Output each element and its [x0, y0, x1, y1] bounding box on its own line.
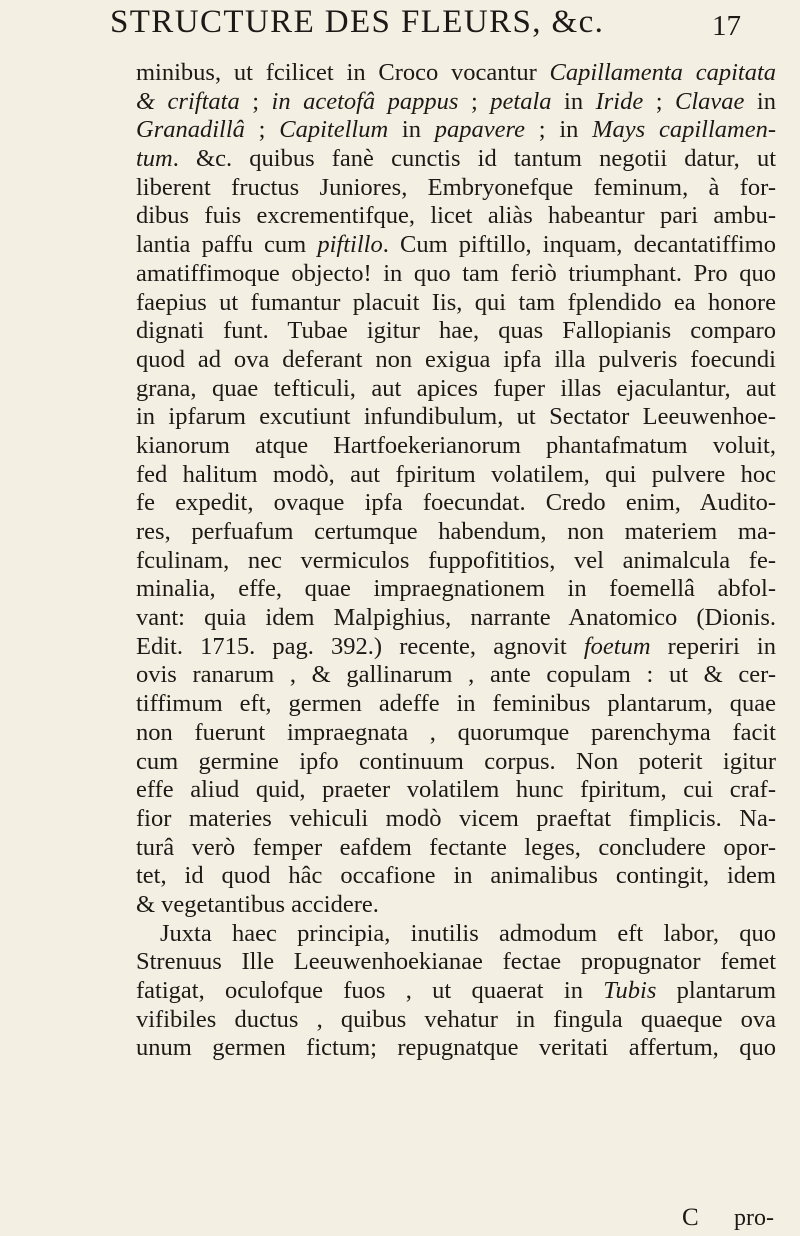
text-segment: dibus fuis excrementifque, licet aliàs habeantur pari ambu-	[136, 202, 776, 230]
text-segment: in	[551, 87, 596, 115]
text-segment: ;	[239, 87, 272, 115]
text-segment: minalia, effe, quae impraegnationem in foemellâ abfol-	[136, 575, 776, 603]
text-line	[136, 289, 776, 318]
text-line	[136, 432, 776, 461]
italic-text: Tubis	[603, 977, 657, 1004]
text-line	[136, 633, 776, 662]
signature-mark: C	[682, 1204, 699, 1231]
text-segment: fed halitum modò, aut fpiritum volatilem, qui pulvere hoc	[136, 460, 776, 488]
page-number: 17	[712, 10, 741, 42]
text-line	[136, 231, 776, 260]
text-segment: fculinam, nec vermiculos fuppofititios, vel animalcula fe-	[136, 546, 776, 574]
text-line	[136, 920, 776, 949]
italic-text: Granadillâ	[136, 116, 245, 144]
text-segment: res, perfuafum certumque habendum, non materiem ma-	[136, 518, 776, 545]
text-segment: ovis ranarum , & gallinarum , ante copulam : ut & cer-	[136, 661, 776, 689]
text-segment: ;	[643, 87, 676, 115]
text-line	[136, 88, 776, 117]
text-segment: minibus, ut fcilicet in Croco vocantur	[136, 59, 550, 86]
text-line	[136, 604, 776, 633]
text-segment: kianorum atque Hartfoekerianorum phantafmatum voluit,	[136, 431, 776, 459]
text-segment: tet, id quod hâc occafione in animalibus contingit, idem	[136, 862, 776, 890]
text-segment: in ipfarum excutiunt infundibulum, ut Sectator Leeuwenhoe-	[136, 403, 776, 431]
text-line	[136, 317, 776, 346]
text-segment: turâ verò femper eafdem fectante leges, concludere opor-	[136, 833, 776, 861]
text-segment: ;	[458, 87, 491, 115]
text-line	[136, 1006, 776, 1035]
text-segment: fatigat, oculofque fuos , ut quaerat in	[136, 977, 604, 1004]
text-segment: fe expedit, ovaque ipfa foecundat. Credo enim, Audito-	[136, 489, 776, 517]
text-line	[136, 145, 776, 174]
italic-text: Capitellum	[279, 116, 389, 144]
italic-text: foetum	[583, 632, 651, 660]
text-line	[136, 1034, 776, 1063]
text-line	[136, 948, 776, 977]
text-segment: in	[388, 116, 435, 144]
text-segment: . &c. quibus fanè cunctis id tantum negotii datur, ut	[172, 145, 776, 173]
text-line	[136, 174, 776, 203]
text-line	[136, 834, 776, 863]
text-segment: vant: quia idem Malpighius, narrante Anatomico (Dionis.	[136, 604, 776, 632]
text-line	[136, 748, 776, 777]
italic-text: Clavae	[675, 87, 745, 115]
italic-text: papavere	[434, 116, 525, 144]
text-line	[136, 518, 776, 547]
text-segment: liberent fructus Juniores, Embryonefque feminum, à for-	[136, 173, 776, 201]
italic-text: petala	[490, 87, 552, 115]
text-segment: grana, quae tefticuli, aut apices fuper illas ejaculantur, aut	[136, 374, 776, 402]
italic-text: Iride	[595, 87, 644, 115]
text-segment: effe aliud quid, praeter volatilem hunc fpiritum, cui craf-	[136, 776, 776, 804]
italic-text: Mays capillamen-	[592, 116, 776, 144]
text-line	[136, 489, 776, 518]
text-line	[136, 260, 776, 289]
text-segment: tiffimum eft, germen adeffe in feminibus plantarum, quae	[136, 690, 776, 718]
text-segment: . Cum piftillo, inquam, decantatiffimo	[382, 231, 776, 259]
text-line	[136, 661, 776, 690]
text-segment: cum germine ipfo continuum corpus. Non poterit igitur	[136, 747, 776, 775]
text-segment: ;	[244, 116, 280, 144]
text-line	[136, 977, 776, 1006]
text-line	[136, 690, 776, 719]
text-segment: ; in	[524, 116, 593, 144]
text-segment: & vegetantibus accidere.	[136, 890, 379, 918]
text-segment: in	[744, 87, 776, 115]
text-line	[136, 461, 776, 490]
running-head: STRUCTURE DES FLEURS, &c.	[110, 4, 605, 40]
text-segment: Strenuus Ille Leeuwenhoekianae fectae propugnator femet	[136, 948, 776, 976]
italic-text: & criftata	[136, 87, 240, 115]
text-line	[136, 547, 776, 576]
catchword: pro-	[734, 1205, 774, 1231]
text-line	[136, 346, 776, 375]
italic-text: tum	[136, 145, 173, 173]
body-text	[136, 59, 776, 1063]
text-segment: dignati funt. Tubae igitur hae, quas Fallopianis comparo	[136, 317, 776, 345]
italic-text: piftillo	[317, 231, 383, 259]
text-segment: fior materies vehiculi modò vicem praeftat fimplicis. Na-	[136, 804, 776, 832]
text-line	[136, 59, 776, 88]
text-segment: reperiri in	[650, 632, 776, 660]
text-line	[136, 776, 776, 805]
text-segment: quod ad ova deferant non exigua ipfa illa pulveris foecundi	[136, 345, 776, 373]
text-segment: Edit. 1715. pag. 392.) recente, agnovit	[136, 632, 584, 660]
text-segment: unum germen fictum; repugnatque veritati affertum, quo	[136, 1034, 776, 1062]
text-line	[136, 116, 776, 145]
text-segment: vifibiles ductus , quibus vehatur in fingula quaeque ova	[136, 1005, 776, 1033]
text-line	[136, 862, 776, 891]
text-line	[136, 403, 776, 432]
text-segment: amatiffimoque objecto! in quo tam feriò triumphant. Pro quo	[136, 259, 776, 287]
text-line	[136, 719, 776, 748]
text-line	[136, 891, 776, 920]
text-segment: plantarum	[656, 977, 776, 1004]
text-segment: faepius ut fumantur placuit Iis, qui tam fplendido ea honore	[136, 288, 776, 316]
text-segment: Juxta haec principia, inutilis admodum eft labor, quo	[160, 919, 776, 947]
italic-text: Capillamenta capitata	[549, 59, 776, 86]
text-segment: lantia paffu cum	[136, 231, 318, 259]
text-line	[136, 375, 776, 404]
text-line	[136, 202, 776, 231]
text-line	[136, 575, 776, 604]
text-segment: non fuerunt impraegnata , quorumque parenchyma facit	[136, 718, 776, 746]
text-line	[136, 805, 776, 834]
italic-text: in acetofâ pappus	[271, 87, 459, 115]
